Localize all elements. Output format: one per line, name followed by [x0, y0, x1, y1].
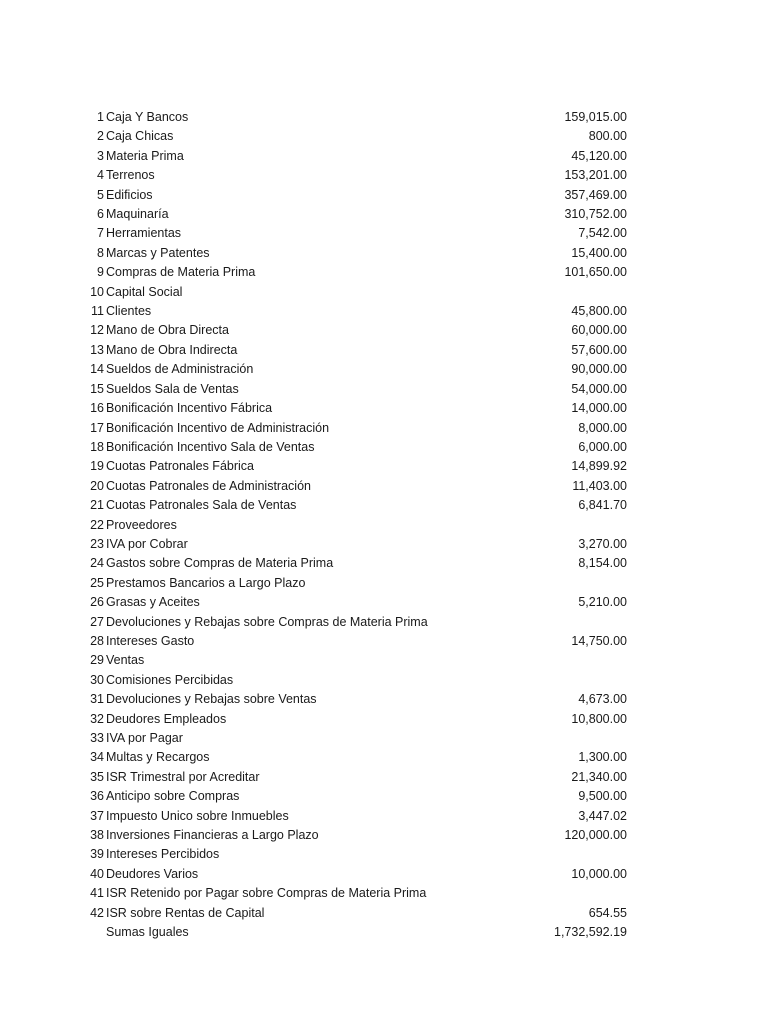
account-amount: 11,403.00: [572, 478, 627, 493]
account-number: 10: [90, 284, 104, 299]
account-name: Mano de Obra Directa: [106, 323, 229, 338]
account-amount: 310,752.00: [564, 207, 627, 222]
account-amount: 6,000.00: [578, 439, 627, 454]
account-number: 42: [90, 905, 104, 920]
account-row: [0, 651, 768, 670]
account-name: Bonificación Incentivo de Administración: [106, 420, 330, 435]
account-row: [0, 690, 768, 709]
account-amount: 101,650.00: [564, 265, 627, 280]
account-name: Devoluciones y Rebajas sobre Ventas: [106, 692, 317, 707]
account-row: [0, 186, 768, 205]
account-row: [0, 593, 768, 612]
account-row: [0, 166, 768, 185]
account-name: Caja Chicas: [106, 129, 174, 144]
account-amount: 57,600.00: [571, 342, 627, 357]
account-name: Maquinaría: [106, 207, 169, 222]
account-name: Proveedores: [106, 517, 177, 532]
account-number: 31: [90, 692, 104, 707]
account-name: Gastos sobre Compras de Materia Prima: [106, 556, 334, 571]
account-number: 1: [97, 110, 104, 124]
account-amount: 1,300.00: [578, 750, 627, 765]
account-number: 38: [90, 828, 104, 843]
account-number: 8: [97, 245, 104, 260]
account-name: IVA por Cobrar: [106, 536, 188, 551]
total-label: Sumas Iguales: [106, 925, 189, 940]
account-row: [0, 516, 768, 535]
account-row: [0, 554, 768, 573]
account-number: 32: [90, 711, 104, 726]
account-amount: 54,000.00: [571, 381, 627, 396]
account-amount: 3,270.00: [578, 536, 627, 551]
account-amount: 153,201.00: [564, 168, 627, 183]
account-amount: 654.55: [588, 905, 627, 920]
account-row: [0, 321, 768, 340]
account-number: 23: [90, 536, 104, 551]
account-row: [0, 671, 768, 690]
account-number: 7: [97, 226, 104, 241]
account-number: 39: [90, 847, 104, 862]
account-name: Anticipo sobre Compras: [106, 789, 240, 804]
account-name: Prestamos Bancarios a Largo Plazo: [106, 575, 306, 590]
account-name: Bonificación Incentivo Sala de Ventas: [106, 439, 315, 454]
account-row: [0, 263, 768, 282]
account-row: [0, 904, 768, 923]
account-number: 26: [90, 595, 104, 610]
account-amount: 800.00: [588, 129, 627, 144]
account-name: Intereses Percibidos: [106, 847, 220, 862]
account-amount: 90,000.00: [571, 362, 627, 377]
account-amount: 120,000.00: [564, 828, 627, 843]
account-row: [0, 302, 768, 321]
account-name: Devoluciones y Rebajas sobre Compras de Materia Prima: [106, 614, 428, 629]
trial-balance-sheet: [0, 108, 768, 942]
account-row: [0, 127, 768, 146]
account-row: [0, 244, 768, 263]
account-name: Ventas: [106, 653, 145, 668]
account-number: 5: [97, 187, 104, 202]
account-row: [0, 613, 768, 632]
account-number: 30: [90, 672, 104, 687]
account-name: Capital Social: [106, 284, 183, 299]
account-number: 15: [90, 381, 104, 396]
account-name: Inversiones Financieras a Largo Plazo: [106, 828, 319, 843]
account-name: Impuesto Unico sobre Inmuebles: [106, 808, 289, 823]
account-row: [0, 787, 768, 806]
account-number: 12: [90, 323, 104, 338]
account-row: [0, 457, 768, 476]
account-name: Caja Y Bancos: [106, 110, 189, 124]
account-name: Sueldos Sala de Ventas: [106, 381, 239, 396]
account-row: [0, 535, 768, 554]
account-row: [0, 108, 768, 127]
account-amount: 21,340.00: [571, 769, 627, 784]
account-number: 6: [97, 207, 104, 222]
account-name: ISR sobre Rentas de Capital: [106, 905, 265, 920]
account-name: ISR Trimestral por Acreditar: [106, 769, 260, 784]
account-number: 11: [91, 304, 104, 319]
account-row: [0, 496, 768, 515]
account-number: 34: [90, 750, 104, 765]
account-amount: 7,542.00: [578, 226, 627, 241]
account-amount: 10,800.00: [571, 711, 627, 726]
account-amount: 60,000.00: [571, 323, 627, 338]
account-name: Multas y Recargos: [106, 750, 210, 765]
account-name: IVA por Pagar: [106, 731, 183, 745]
account-name: Deudores Empleados: [106, 711, 227, 726]
account-row: [0, 380, 768, 399]
account-amount: 5,210.00: [578, 595, 627, 610]
account-amount: 3,447.02: [578, 808, 627, 823]
account-name: ISR Retenido por Pagar sobre Compras de Materia Prima: [106, 886, 427, 901]
account-amount: 14,899.92: [571, 459, 627, 474]
account-row: [0, 865, 768, 884]
account-number: 4: [97, 168, 104, 183]
account-name: Compras de Materia Prima: [106, 265, 256, 280]
account-amount: 14,750.00: [571, 633, 627, 648]
account-number: 20: [90, 478, 104, 493]
account-amount: 357,469.00: [564, 187, 627, 202]
account-row: [0, 419, 768, 438]
account-row: [0, 826, 768, 845]
account-number: 2: [97, 129, 104, 144]
account-row: [0, 632, 768, 651]
account-name: Bonificación Incentivo Fábrica: [106, 401, 273, 416]
account-row: [0, 807, 768, 826]
account-row: [0, 884, 768, 903]
account-row: [0, 729, 768, 748]
account-number: 33: [90, 731, 104, 745]
account-row: [0, 360, 768, 379]
account-number: 9: [97, 265, 104, 280]
account-amount: 45,120.00: [571, 148, 627, 163]
account-row: [0, 710, 768, 729]
total-amount: 1,732,592.19: [554, 925, 627, 940]
account-name: Mano de Obra Indirecta: [106, 342, 238, 357]
account-number: 28: [90, 633, 104, 648]
account-row: [0, 438, 768, 457]
account-name: Cuotas Patronales Fábrica: [106, 459, 254, 474]
account-row: [0, 224, 768, 243]
account-name: Clientes: [106, 304, 152, 319]
account-name: Grasas y Aceites: [106, 595, 200, 610]
account-number: 41: [90, 886, 104, 901]
account-number: 21: [90, 498, 104, 513]
account-number: 36: [90, 789, 104, 804]
account-name: Herramientas: [106, 226, 182, 241]
account-amount: 8,000.00: [578, 420, 627, 435]
account-amount: 159,015.00: [564, 110, 627, 124]
account-number: 35: [90, 769, 104, 784]
account-row: [0, 283, 768, 302]
account-number: 13: [90, 342, 104, 357]
account-number: 29: [90, 653, 104, 668]
account-amount: 10,000.00: [571, 866, 627, 881]
account-amount: 9,500.00: [578, 789, 627, 804]
account-amount: 4,673.00: [578, 692, 627, 707]
account-row: [0, 205, 768, 224]
account-row: [0, 748, 768, 767]
account-number: 24: [90, 556, 104, 571]
account-row: [0, 845, 768, 864]
account-number: 25: [90, 575, 104, 590]
account-name: Intereses Gasto: [106, 633, 195, 648]
account-amount: 6,841.70: [578, 498, 627, 513]
account-number: 19: [90, 459, 104, 474]
account-number: 40: [90, 866, 104, 881]
account-number: 27: [90, 614, 104, 629]
account-amount: 15,400.00: [571, 245, 627, 260]
account-number: 3: [97, 148, 104, 163]
account-name: Sueldos de Administración: [106, 362, 254, 377]
account-number: 18: [90, 439, 104, 454]
account-amount: 45,800.00: [571, 304, 627, 319]
account-number: 16: [90, 401, 104, 416]
account-number: 37: [90, 808, 104, 823]
account-row: [0, 399, 768, 418]
account-amount: 8,154.00: [578, 556, 627, 571]
account-name: Cuotas Patronales de Administración: [106, 478, 311, 493]
account-number: 22: [90, 517, 104, 532]
total-row: [0, 923, 768, 942]
account-row: [0, 341, 768, 360]
account-row: [0, 147, 768, 166]
account-name: Materia Prima: [106, 148, 184, 163]
account-number: 17: [90, 420, 104, 435]
account-name: Marcas y Patentes: [106, 245, 210, 260]
account-amount: 14,000.00: [571, 401, 627, 416]
account-row: [0, 574, 768, 593]
account-row: [0, 477, 768, 496]
account-number: 14: [90, 362, 104, 377]
account-name: Comisiones Percibidas: [106, 672, 234, 687]
account-name: Edificios: [106, 187, 153, 202]
account-row: [0, 768, 768, 787]
account-list: [0, 108, 768, 923]
account-name: Terrenos: [106, 168, 155, 183]
account-name: Deudores Varios: [106, 866, 199, 881]
account-name: Cuotas Patronales Sala de Ventas: [106, 498, 297, 513]
